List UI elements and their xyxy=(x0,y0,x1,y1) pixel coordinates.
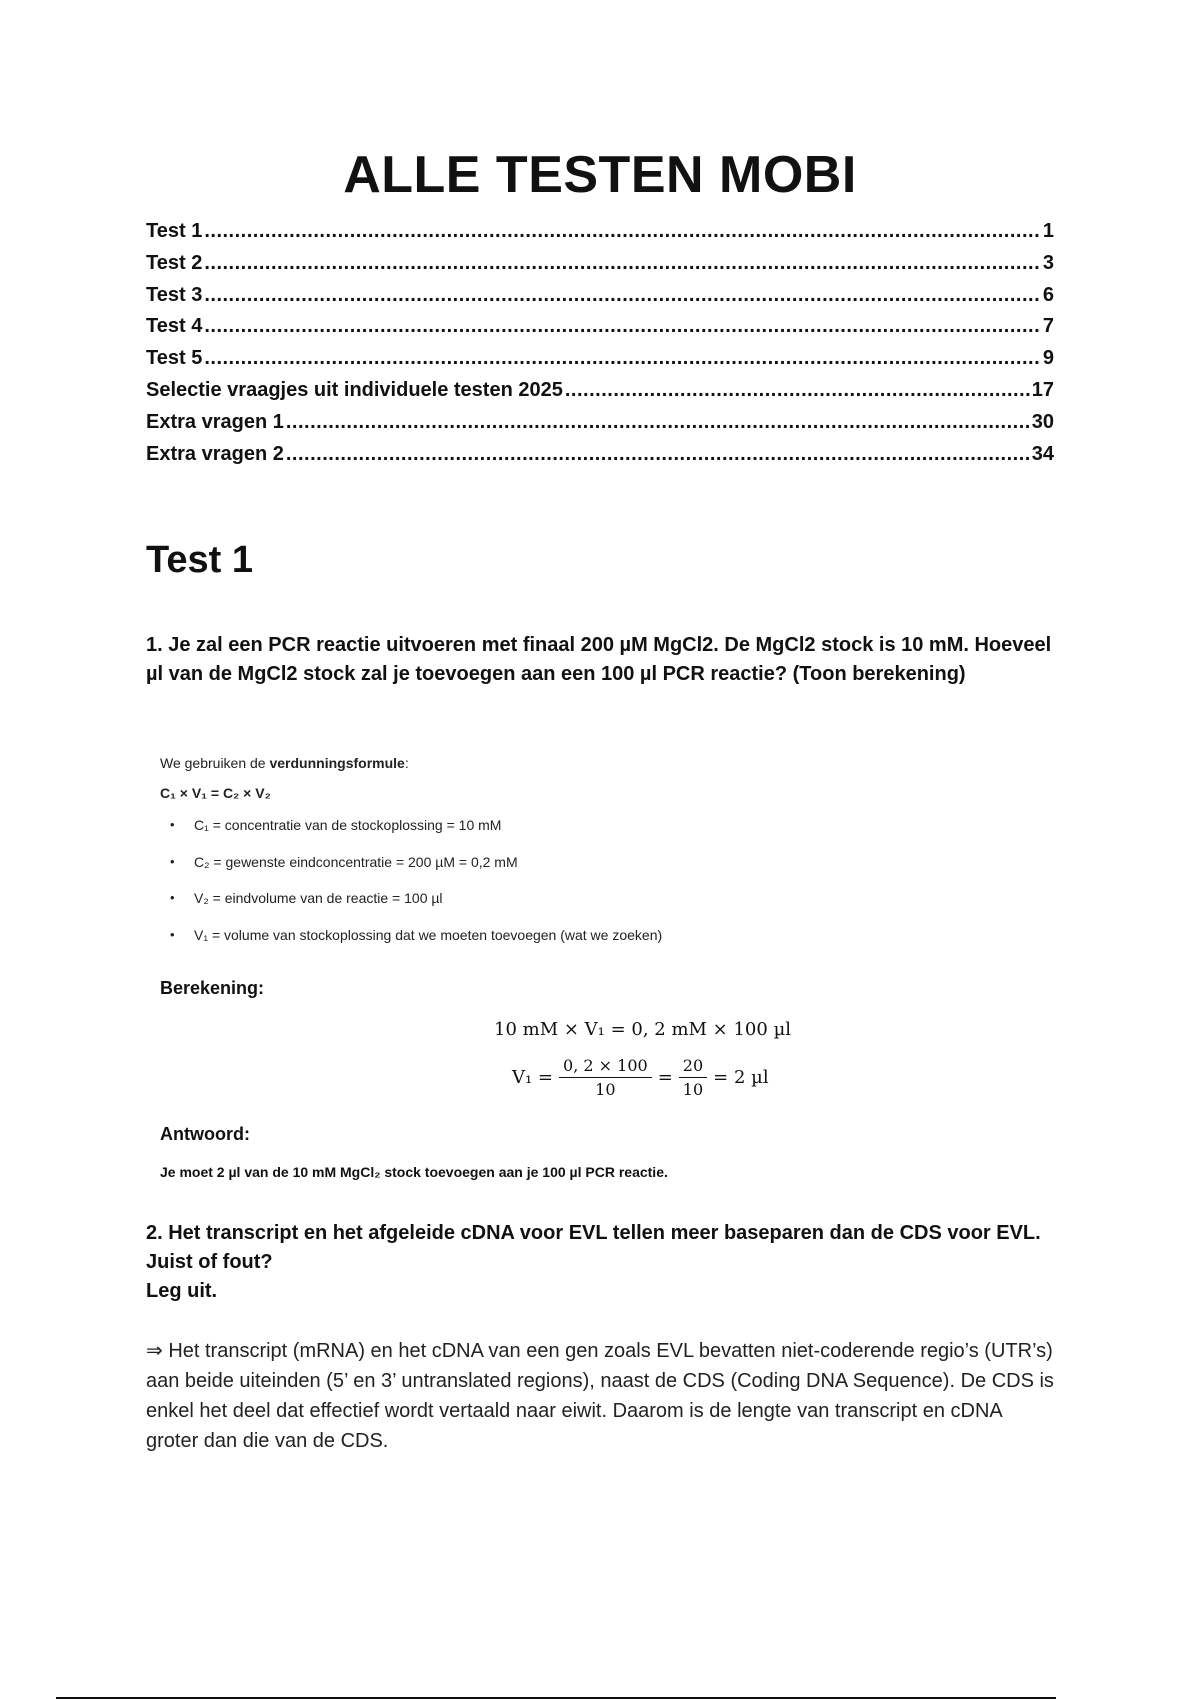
toc-entry-page: 17 xyxy=(1031,378,1054,401)
list-item: • C₂ = gewenste eindconcentratie = 200 µM = 0,2 mM xyxy=(160,851,1040,888)
question-2 xyxy=(146,1219,1054,1306)
variable-list xyxy=(160,814,1040,960)
toc-entry-label: Test 4 xyxy=(146,315,203,338)
calculation-line-2 xyxy=(512,1056,769,1099)
dilution-formula: C₁ × V₁ = C₂ × V₂ xyxy=(160,785,271,801)
answer-intro-bold: verdunningsformule xyxy=(269,755,405,771)
toc-leader-dots xyxy=(286,443,1030,466)
calculation-line-1: 10 mM × V₁ = 0, 2 mM × 100 µl xyxy=(494,1019,792,1040)
answer-intro xyxy=(160,752,1040,782)
toc-entry-page: 34 xyxy=(1031,442,1054,465)
toc-entry-test-5[interactable] xyxy=(146,347,1054,379)
table-of-contents xyxy=(146,220,1054,474)
list-item: • C₁ = concentratie van de stockoplossing = 10 mM xyxy=(160,814,1040,851)
toc-entry-page: 6 xyxy=(1042,283,1054,306)
toc-leader-dots xyxy=(204,220,1041,243)
answer-intro-suffix: : xyxy=(404,755,409,771)
calc-equals: = xyxy=(657,1067,673,1088)
fraction-1-denominator: 10 xyxy=(595,1080,616,1099)
final-answer: Je moet 2 µl van de 10 mM MgCl₂ stock toevoegen aan je 100 µl PCR reactie. xyxy=(160,1164,668,1180)
toc-entry-test-3[interactable] xyxy=(146,284,1054,316)
toc-entry-label: Test 5 xyxy=(146,347,203,370)
question-1-answer xyxy=(160,752,1040,960)
calculation-heading: Berekening: xyxy=(160,978,265,998)
toc-entry-label: Extra vragen 1 xyxy=(146,410,284,433)
fraction-2-denominator: 10 xyxy=(682,1080,704,1099)
toc-entry-test-1[interactable] xyxy=(146,220,1054,252)
answer-intro-prefix: We gebruiken de xyxy=(160,755,270,771)
toc-entry-page: 9 xyxy=(1042,347,1054,370)
toc-entry-extra-vragen-1[interactable] xyxy=(146,411,1054,443)
question-2-answer: ⇒ Het transcript (mRNA) en het cDNA van een gen zoals EVL bevatten niet-coderende regio’s (UTR’s) aan beide uiteinden (5’ en 3’ untranslated regions), naast de CDS (Coding DNA Sequence). De CDS is enkel het deel dat effectief wordt vertaald naar eiwit. Daarom is de lengte van transcript en cDNA groter dan die van de CDS. xyxy=(146,1340,1054,1452)
question-2-text: 2. Het transcript en het afgeleide cDNA voor EVL tellen meer baseparen dan de CDS voor EVL. Juist of fout? xyxy=(146,1222,1041,1273)
toc-leader-dots xyxy=(286,411,1030,434)
question-1: 1. Je zal een PCR reactie uitvoeren met finaal 200 µM MgCl2. De MgCl2 stock is 10 mM. Hoeveel µl van de MgCl2 stock zal je toevoegen aan een 100 µl PCR reactie? (Toon berekening) xyxy=(146,634,1052,685)
toc-leader-dots xyxy=(204,315,1041,338)
toc-entry-label: Test 1 xyxy=(146,220,203,242)
calc-result: = 2 µl xyxy=(713,1067,769,1088)
toc-entry-label: Extra vragen 2 xyxy=(146,442,284,465)
toc-entry-selectie[interactable] xyxy=(146,379,1054,411)
document-title: ALLE TESTEN MOBI xyxy=(343,146,857,204)
toc-leader-dots xyxy=(204,252,1041,275)
toc-leader-dots xyxy=(204,284,1041,307)
toc-entry-page: 30 xyxy=(1031,410,1054,433)
toc-leader-dots xyxy=(204,347,1041,370)
fraction-2 xyxy=(679,1056,707,1099)
answer-heading: Antwoord: xyxy=(160,1124,250,1144)
fraction-1-numerator: 0, 2 × 100 xyxy=(559,1056,652,1078)
toc-entry-label: Test 3 xyxy=(146,283,203,306)
toc-entry-page: 3 xyxy=(1042,251,1054,274)
toc-entry-test-4[interactable] xyxy=(146,315,1054,347)
calc-lhs: V₁ = xyxy=(512,1067,554,1088)
fraction-2-numerator: 20 xyxy=(679,1056,707,1078)
toc-entry-label: Test 2 xyxy=(146,251,203,274)
fraction-1 xyxy=(559,1056,652,1099)
toc-leader-dots xyxy=(565,379,1030,402)
question-2-instruction: Leg uit. xyxy=(146,1280,218,1302)
footer-divider xyxy=(56,1697,1056,1699)
toc-entry-page: 7 xyxy=(1042,315,1054,338)
section-heading-test-1: Test 1 xyxy=(146,539,254,581)
toc-entry-extra-vragen-2[interactable] xyxy=(146,443,1054,475)
toc-entry-page: 1 xyxy=(1042,220,1054,242)
toc-entry-test-2[interactable] xyxy=(146,252,1054,284)
list-item: • V₁ = volume van stockoplossing dat we moeten toevoegen (wat we zoeken) xyxy=(160,924,1040,961)
list-item: • V₂ = eindvolume van de reactie = 100 µl xyxy=(160,887,1040,924)
toc-entry-label: Selectie vraagjes uit individuele testen 2025 xyxy=(146,378,563,401)
